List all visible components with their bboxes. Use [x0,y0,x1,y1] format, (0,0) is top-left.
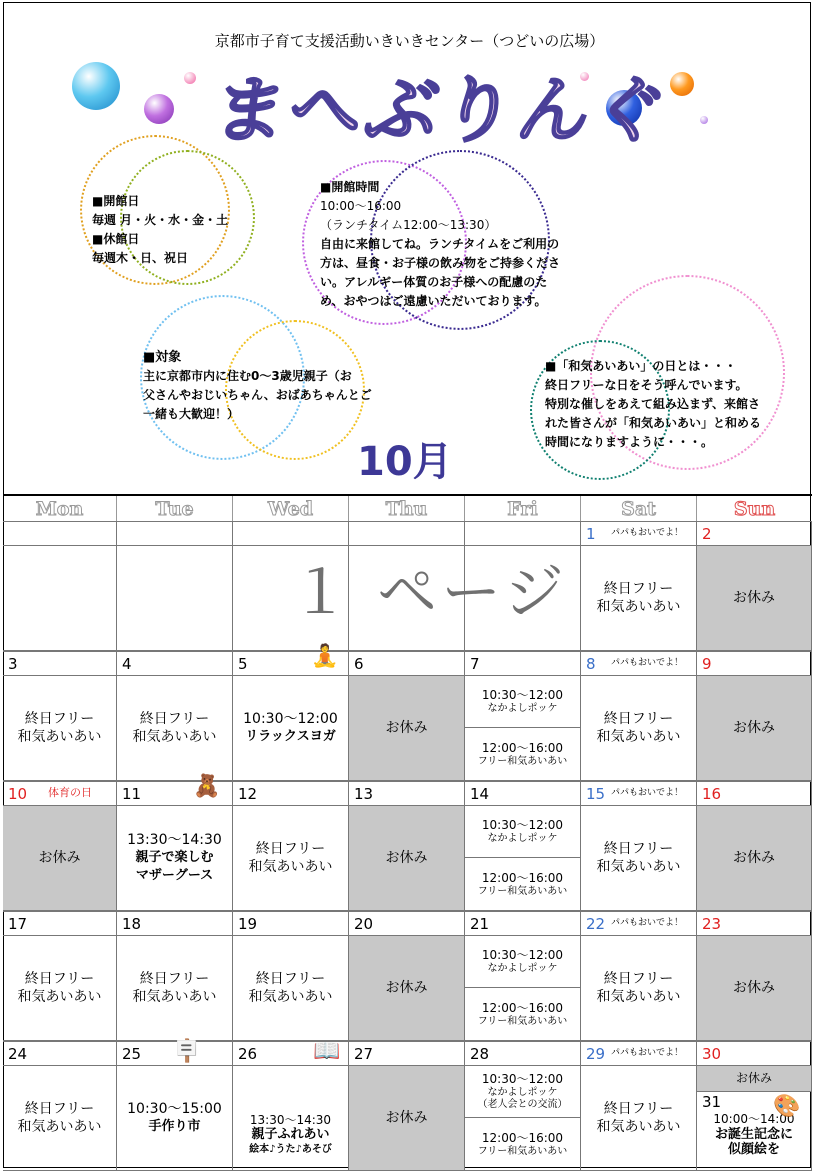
day-number-text: 8 [586,655,596,673]
event-note: （老人会との交流） [477,1099,568,1110]
day-number [349,651,465,675]
open-days-info [92,192,228,268]
day-cell [233,935,349,1041]
wakiai-text: 時間になりますように・・・。 [545,435,714,449]
closed-label: お休み [735,1071,772,1085]
hours-note: 自由に来館してね。ランチタイムをご利用の [320,237,560,251]
day-number: 31 [702,1093,722,1111]
day-number-text: 15 [586,785,606,803]
day-number [117,651,233,675]
event-title: 似顔絵を [727,1142,780,1157]
holiday-label: 体育の日 [48,786,92,799]
closed-label: お休み [733,720,775,736]
free-label: 終日フリー [603,841,674,857]
yoga-icon: 🧘 [311,644,339,669]
event-title: フリー和気あいあい [477,1015,568,1027]
closed-label: お休み [38,850,81,866]
closed-days-text: 毎週木・日、祝日 [92,251,189,265]
morning-slot [465,936,580,988]
day-cell [3,805,117,911]
day-cell [581,675,697,781]
day-number [3,521,117,545]
weekday-tue: Tue [117,496,233,523]
day-cell [349,675,465,781]
day-cell [349,805,465,911]
free-label: 終日フリー [603,1101,674,1117]
closed-days-heading: ■休館日 [92,232,140,246]
event-time: 12:00～16:00 [481,740,564,755]
closed-label: お休み [385,850,428,866]
day-number-text: 2 [702,525,712,543]
day-number-text: 25 [122,1045,142,1063]
event-title: 手作り市 [148,1119,201,1134]
day-number [233,521,349,545]
event-title: フリー和気あいあい [477,885,568,897]
lunch-text: （ランチタイム12:00～13:30） [320,218,497,232]
free-label: 和気あいあい [17,989,102,1005]
empty-day-cell [3,545,117,651]
free-label: 和気あいあい [17,1119,102,1135]
weekday-header [3,494,812,521]
bubble-icon [700,116,708,124]
day-number-text: 21 [470,915,490,933]
free-label: 終日フリー [24,1101,95,1117]
closed-label: お休み [385,1110,428,1126]
day-number-text: 14 [470,785,490,803]
papa-note: パパもおいでよ！ [611,658,684,668]
event-time: 10:30～12:00 [243,711,338,727]
day-cell [117,805,233,911]
day-number [581,781,697,805]
day-number-text: 6 [354,655,364,673]
event-title: なかよしポッケ [487,963,558,974]
day-number [465,651,581,675]
day-cell [697,675,812,781]
free-label: 終日フリー [255,841,326,857]
free-label: 終日フリー [603,971,674,987]
bubble-icon [144,94,174,124]
empty-day-cell [117,545,233,651]
day-cell [581,805,697,911]
logo-title: まへぶりんぐ [208,67,677,152]
free-label: 和気あいあい [132,989,217,1005]
morning-slot [465,806,580,858]
target-info [143,348,372,424]
hours-note: 方は、昼食・お子様の飲み物をご持参くださ [320,256,561,270]
day-cell [465,805,581,911]
day-number [581,521,697,545]
afternoon-slot [465,858,580,910]
afternoon-slot [465,728,580,780]
day-number-text: 26 [238,1045,258,1063]
day-cell [697,805,812,911]
day-number-text: 5 [238,655,248,673]
day-number [349,1041,465,1065]
bubble-icon [72,62,120,110]
closed-label: お休み [385,720,428,736]
day-number [233,911,349,935]
event-title: リラックスヨガ [245,729,336,744]
day-number [465,911,581,935]
day-number-text: 24 [8,1045,28,1063]
wakiai-text: れた皆さんが「和気あいあい」と和める [545,416,762,430]
event-title: なかよしポッケ [487,1087,558,1098]
event-time: 10:30～12:00 [481,818,564,832]
day-number-text: 4 [122,655,132,673]
day-cell [465,1065,581,1171]
wakiai-heading: ■「和気あいあい」の日とは・・・ [545,359,737,373]
free-label: 終日フリー [139,711,210,727]
day-number [465,781,581,805]
event-title: お誕生記念に [714,1127,793,1142]
day-cell [349,1065,465,1171]
event-time: 12:00～16:00 [481,870,564,885]
day-number-text: 9 [702,655,712,673]
weekday-wed: Wed [233,496,349,523]
day-number [581,1041,697,1065]
hours-info [320,178,560,311]
teddy-bear-icon: 🧸 [193,774,221,799]
day-number [3,911,117,935]
day-number [117,521,233,545]
target-text: 父さんやおじいちゃん、おばあちゃんとご [143,388,372,402]
morning-slot [465,676,580,728]
day-cell [349,935,465,1041]
event-time: 10:30～15:00 [127,1101,222,1117]
day-cell [465,675,581,781]
day-number [349,521,465,545]
free-label: 和気あいあい [596,729,681,745]
event-title: 絵本♪うた♪あそび [249,1144,332,1155]
event-time: 10:00～14:00 [713,1112,795,1126]
free-label: 和気あいあい [132,729,217,745]
hours-heading: ■開館時間 [320,180,380,194]
weekday-fri: Fri [465,496,581,523]
day-cell [233,805,349,911]
hours-text: 10:00～16:00 [320,199,402,213]
free-label: 終日フリー [24,971,95,987]
day-cell [117,935,233,1041]
day-number [349,781,465,805]
event-time: 10:30～12:00 [481,688,564,702]
day-number [697,1041,812,1065]
day-cell [697,545,812,651]
open-days-text: 毎週 月・火・水・金・土 [92,213,229,227]
free-label: 和気あいあい [248,989,333,1005]
day-number-text: 3 [8,655,18,673]
day-cell [581,545,697,651]
morning-slot [465,1066,580,1118]
day-number-text: 1 [586,525,596,543]
day-number-text: 18 [122,915,142,933]
papa-note: パパもおいでよ！ [611,918,684,928]
afternoon-slot [465,1118,580,1170]
closed-label: お休み [733,850,775,866]
day-number [3,781,117,805]
day-number-text: 28 [470,1045,490,1063]
day-number [349,911,465,935]
month-title: 10月 [357,439,453,485]
free-label: 終日フリー [24,711,95,727]
weekday-mon: Mon [3,496,117,523]
event-title: フリー和気あいあい [477,755,568,767]
free-label: 和気あいあい [596,599,681,615]
target-heading: ■対象 [143,350,182,365]
free-label: 和気あいあい [248,859,333,875]
day-number-text: 7 [470,655,480,673]
event-title: なかよしポッケ [487,833,558,844]
day-number [465,521,581,545]
page-mark: １ ページ [290,558,568,628]
event-time: 12:00～16:00 [481,1130,564,1145]
day-number [581,651,697,675]
day-cell [3,1065,117,1171]
day-number-text: 23 [702,915,722,933]
day-cell [465,935,581,1041]
closed-slot [697,1066,811,1092]
day-number [697,651,812,675]
event-time: 10:30～12:00 [481,948,564,962]
day-cell [117,1065,233,1171]
weekday-thu: Thu [349,496,465,523]
free-label: 和気あいあい [596,989,681,1005]
day-number [581,911,697,935]
day-number-text: 22 [586,915,606,933]
day-number [233,781,349,805]
wakiai-text: 終日フリーな日をそう呼んでいます。 [545,378,748,392]
free-label: 和気あいあい [596,859,681,875]
day-number [3,651,117,675]
day-cell [233,1065,349,1171]
closed-label: お休み [733,980,775,996]
day-number-text: 10 [8,785,28,803]
free-label: 終日フリー [255,971,326,987]
closed-label: お休み [385,980,428,996]
day-number-text: 12 [238,785,258,803]
day-number [465,1041,581,1065]
day-number-text: 17 [8,915,28,933]
weekday-sat: Sat [581,496,697,523]
open-days-heading: ■開館日 [92,194,140,208]
day-number-text: 20 [354,915,374,933]
day-number [3,1041,117,1065]
bubble-icon [184,72,196,84]
event-title: 親子で楽しむ [135,850,214,865]
day-number-text: 29 [586,1045,606,1063]
day-number-text: 19 [238,915,258,933]
day-cell [117,675,233,781]
day-cell [3,675,117,781]
day-number [697,781,812,805]
day-cell [233,675,349,781]
closed-label: お休み [733,590,775,606]
free-label: 終日フリー [603,711,674,727]
day-cell [581,1065,697,1171]
day-number-text: 11 [122,785,142,803]
day-cell [3,935,117,1041]
free-label: 終日フリー [139,971,210,987]
hours-note: い。アレルギー体質のお子様への配慮のた [320,275,548,289]
wakiai-info [545,357,761,452]
event-time: 13:30～14:30 [127,832,222,848]
event-time: 12:00～16:00 [481,1000,564,1015]
free-label: 終日フリー [603,581,674,597]
day-cell [581,935,697,1041]
papa-note: パパもおいでよ！ [611,788,684,798]
day-number-text: 13 [354,785,374,803]
event-title: なかよしポッケ [487,703,558,714]
day-number-text: 30 [702,1045,722,1063]
day-number-text: 27 [354,1045,374,1063]
event-time: 10:30～12:00 [481,1072,564,1086]
target-text: 主に京都市内に住む0～3歳児親子（お [143,369,352,383]
afternoon-slot [465,988,580,1040]
music-book-icon: 📖 [313,1039,341,1064]
welcome-sign-icon: 🪧 [173,1039,201,1064]
event-title: 親子ふれあい [251,1127,330,1142]
event-title: マザーグース [135,868,214,883]
palette-icon: 🎨 [773,1094,801,1119]
org-title: 京都市子育て支援活動いきいきセンター（つどいの広場） [214,32,605,50]
event-title: フリー和気あいあい [477,1145,568,1157]
hours-note: め、おやつはご遠慮いただいております。 [320,294,547,308]
day-cell [697,935,812,1041]
wakiai-text: 特別な催しをあえて組み込まず、来館さ [545,397,761,411]
target-text: 一緒も大歓迎！） [143,407,240,421]
day-number [697,911,812,935]
free-label: 和気あいあい [596,1119,681,1135]
event-time: 13:30～14:30 [249,1113,332,1127]
papa-note: パパもおいでよ！ [611,1048,684,1058]
day-number-text: 16 [702,785,722,803]
day-number [697,521,812,545]
free-label: 和気あいあい [17,729,102,745]
papa-note: パパもおいでよ！ [611,528,684,538]
weekday-sun: Sun [733,498,776,520]
day-number [117,911,233,935]
